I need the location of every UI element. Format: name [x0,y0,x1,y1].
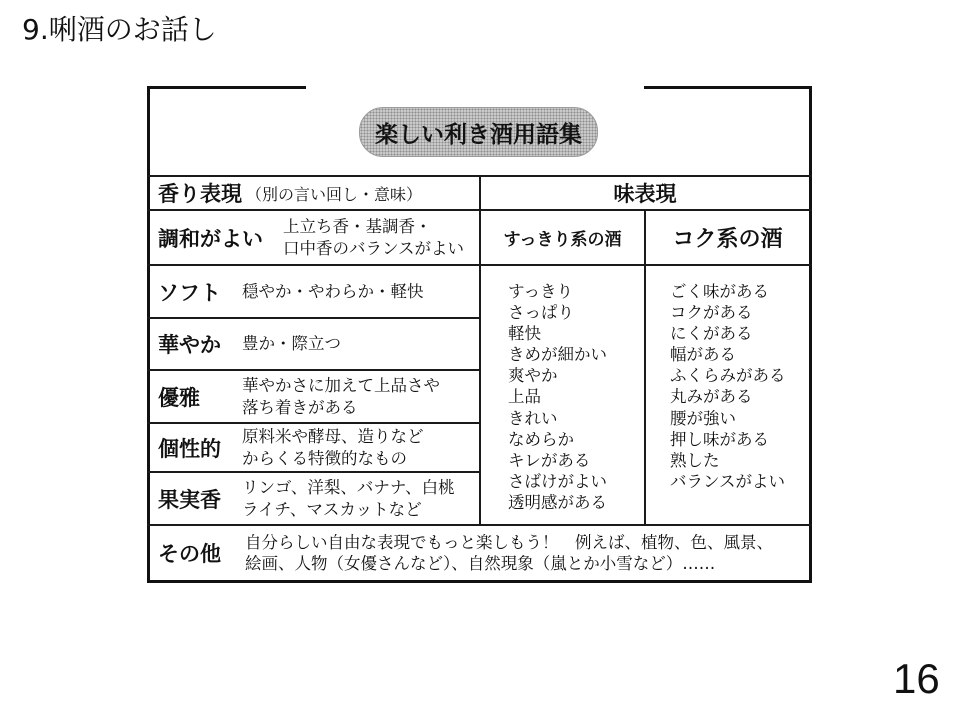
taste-subheader-rich [646,211,809,264]
aroma-row [158,319,341,369]
aroma-desc-line: 華やかさに加えて上品さや [242,375,440,395]
list-item: 丸みがある [670,387,753,407]
aroma-term: 調和がよい [158,226,263,251]
aroma-desc [242,477,455,521]
taste-subheader-light-label: すっきり系の酒 [503,230,622,250]
aroma-desc [242,375,440,419]
aroma-term: 華やか [158,333,221,357]
taste-header [481,177,809,209]
list-item: さばけがよい [508,471,607,491]
list-item: 幅がある [670,345,736,365]
slide-title: 9.唎酒のお話し [22,13,217,46]
table-border-top-left [147,86,306,89]
aroma-term: 果実香 [158,487,221,512]
list-item: ふくらみがある [670,366,786,386]
aroma-term: ソフト [158,280,221,305]
list-item: バランスがよい [670,471,786,491]
page-number: 16 [893,655,940,702]
other-desc [245,532,773,574]
list-item: 爽やか [508,366,558,386]
taste-subheader-rich-label: コク系の酒 [672,227,783,252]
list-item: 熟した [670,450,720,470]
list-item: きれい [508,408,558,428]
taste-header-label: 味表現 [613,182,677,206]
glossary-title-badge: 楽しい利き酒用語集 [359,107,598,157]
list-item: なめらか [508,429,574,449]
aroma-desc [242,281,424,303]
list-item: 押し味がある [670,429,769,449]
aroma-row [158,424,424,471]
aroma-row [158,371,440,422]
aroma-desc-line: からくる特徴的なもの [242,448,407,468]
aroma-term: 優雅 [158,385,200,410]
aroma-desc [283,216,464,260]
aroma-row [158,211,464,264]
aroma-desc-line: ライチ、マスカットなど [242,499,422,519]
list-item: 腰が強い [670,408,736,428]
list-item: キレがある [508,450,591,470]
aroma-header [158,177,422,209]
aroma-desc-line: 上立ち香・基調香・ [283,216,432,236]
list-item: さっぱり [508,303,574,323]
aroma-row [158,473,455,524]
list-item: すっきり [508,282,574,301]
aroma-desc-line: 穏やか・やわらか・軽快 [242,281,424,301]
aroma-header-note: （別の言い回し・意味） [246,184,423,204]
aroma-term: 個性的 [158,436,221,461]
list-item: きめが細かい [508,345,607,365]
aroma-desc-line: 口中香のバランスがよい [283,238,465,258]
table-border-top-right [644,86,812,89]
aroma-desc-line: 落ち着きがある [242,397,358,417]
list-item: 透明感がある [508,492,607,512]
aroma-row [158,266,424,317]
table-border-left [147,86,150,583]
list-item: コクがある [670,303,753,323]
other-desc-line: 自分らしい自由な表現でもっと楽しもう！ 例えば、植物、色、風景、 [245,533,773,552]
aroma-desc-line: リンゴ、洋梨、バナナ、白桃 [242,477,455,497]
list-item: 軽快 [508,324,541,344]
other-row [158,526,773,580]
taste-subheader-light [481,211,644,264]
taste-list-rich [670,281,786,492]
aroma-header-label: 香り表現 [158,182,242,206]
list-item: にくがある [670,324,753,344]
aroma-desc-line: 原料米や酵母、造りなど [242,426,424,446]
list-item: 上品 [508,387,541,407]
table-border-right [809,86,812,583]
table-border-bottom [147,580,812,583]
list-item: ごく味がある [670,282,769,301]
other-term: その他 [158,542,221,566]
other-desc-line: 絵画、人物（女優さんなど）、自然現象（嵐とか小雪など）…… [245,554,716,573]
aroma-desc [242,426,424,470]
aroma-desc-line: 豊か・際立つ [242,334,341,353]
aroma-desc [242,333,341,355]
taste-list-light [508,281,607,513]
